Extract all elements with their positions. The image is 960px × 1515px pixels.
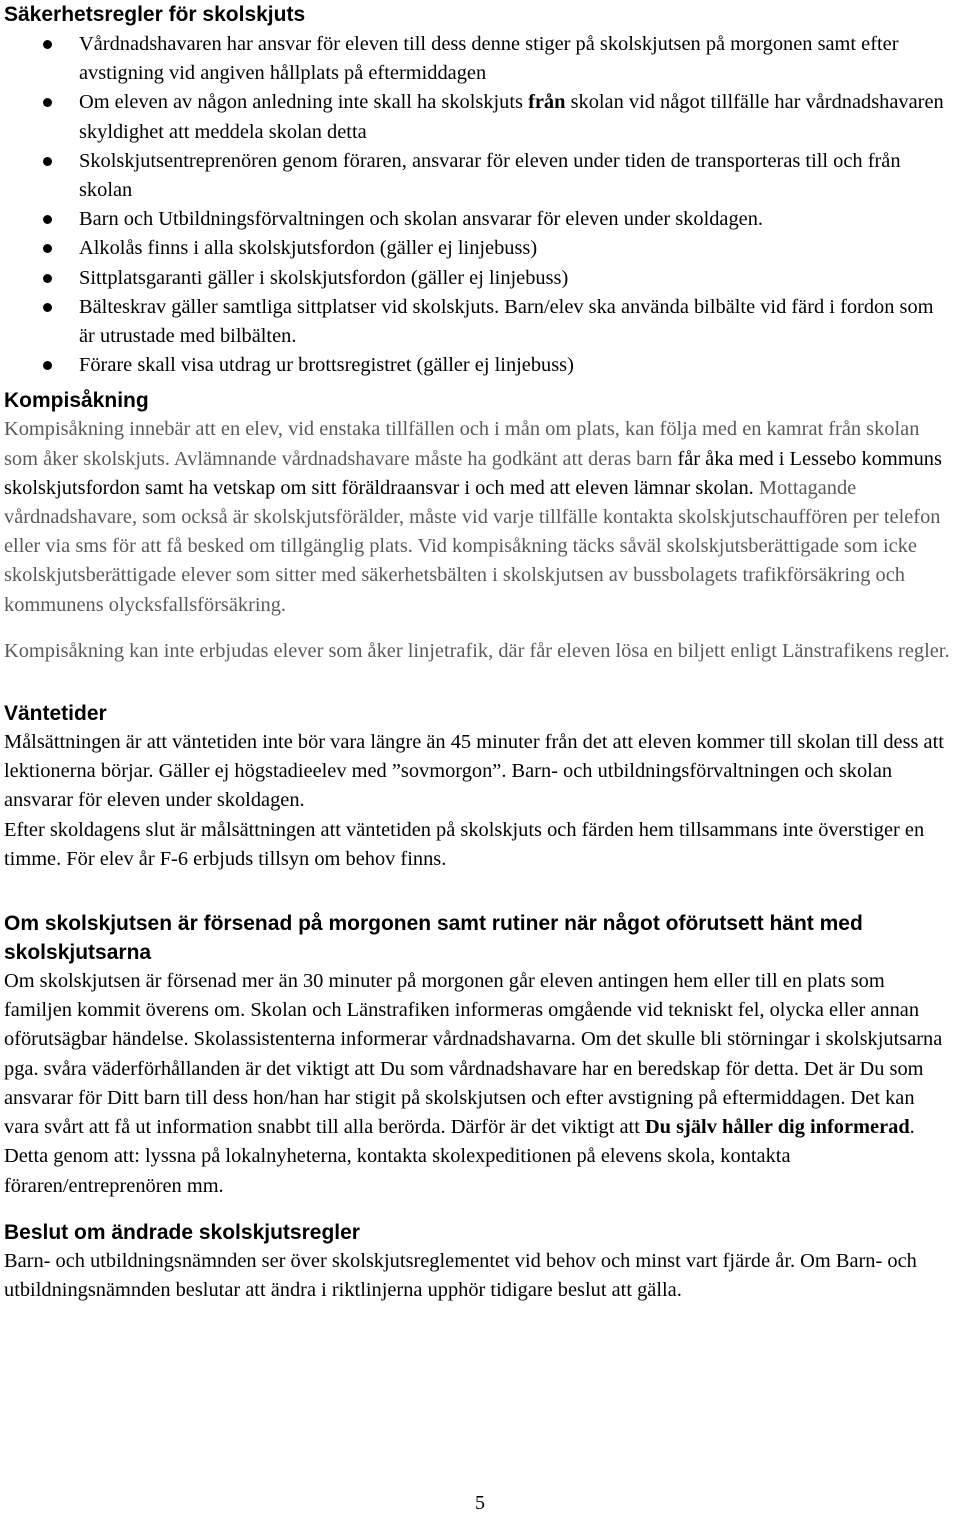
delay-paragraph: Om skolskjutsen är försenad mer än 30 minuter på morgonen går eleven antingen hem eller till en plats som familjen kommit överens om. Skolan och Länstrafiken informeras omgående vid tekniskt fel, olycka eller annan oförutsägbar händelse. Skolassistenterna informerar vårdnadshavarna. Om det skulle bli störningar i skolskjutsarna pga. svåra väderförhållanden är det viktigt att Du som vårdnadshavare har en beredskap för detta. Det är Du som ansvarar för Ditt barn till dess hon/han har stigit på skolskjutsen och efter avstigning på eftermiddagen. Det kan vara svårt att få ut information snabbt till alla berörda. Därför är det viktigt att Du själv håller dig informerad. Detta genom att: lyssna på lokalnyheterna, kontakta skolexpeditionen på elevens skola, kontakta föraren/entreprenören mm. xyxy=(4,970,943,1197)
heading-delays: Om skolskjutsen är försenad på morgonen samt rutiner när något oförutsett hänt med skolskjutsarna xyxy=(4,912,863,965)
bullet-icon xyxy=(43,274,52,283)
page-number: 5 xyxy=(475,1492,485,1514)
list-item: Om eleven av någon anledning inte skall ha skolskjuts från skolan vid något tillfälle har vårdnadshavaren skyldighet att meddela skolan detta xyxy=(4,88,954,146)
rule-changes-paragraph: Barn- och utbildningsnämnden ser över skolskjutsreglementet vid behov och minst vart fjärde år. Om Barn- och utbildningsnämnden beslutar att ändra i riktlinjerna upphör tidigare beslut att gälla. xyxy=(4,1249,917,1301)
list-item: Bälteskrav gäller samtliga sittplatser vid skolskjuts. Barn/elev ska använda bilbälte vid färd i fordon som är utrustade med bilbälten. xyxy=(4,293,954,351)
heading-carpool: Kompisåkning xyxy=(4,389,149,413)
bullet-icon xyxy=(43,40,52,49)
list-item: Alkolås finns i alla skolskjutsfordon (gäller ej linjebuss) xyxy=(4,234,954,263)
waiting-paragraph-after-school: Efter skoldagens slut är målsättningen att väntetiden på skolskjuts och färden hem tillsammans inte överstiger en timme. För elev år F-6 erbjuds tillsyn om behov finns. xyxy=(4,818,925,870)
list-item: Skolskjutsentreprenören genom föraren, ansvarar för eleven under tiden de transporteras till och från skolan xyxy=(4,147,954,205)
bullet-icon xyxy=(43,215,52,224)
waiting-paragraph: Målsättningen är att väntetiden inte bör vara längre än 45 minuter från det att eleven kommer till skolan till dess att lektionerna börjar. Gäller ej högstadieelev med ”sovmorgon”. Barn- och utbildningsförvaltningen och skolan ansvarar för eleven under skoldagen. xyxy=(4,731,944,812)
list-item: Vårdnadshavaren har ansvar för eleven till dess denne stiger på skolskjutsen på morgonen samt efter avstigning vid angiven hållplats på eftermiddagen xyxy=(4,30,954,88)
bullet-icon xyxy=(43,361,52,370)
heading-safety-rules: Säkerhetsregler för skolskjuts xyxy=(4,3,306,26)
list-item: Barn och Utbildningsförvaltningen och skolan ansvarar för eleven under skoldagen. xyxy=(4,205,954,234)
bullet-icon xyxy=(43,303,52,312)
list-item: Sittplatsgaranti gäller i skolskjutsfordon (gäller ej linjebuss) xyxy=(4,264,954,293)
list-item: Förare skall visa utdrag ur brottsregistret (gäller ej linjebuss) xyxy=(4,351,954,380)
carpool-note: Kompisåkning kan inte erbjudas elever som åker linjetrafik, där får eleven lösa en biljett enligt Länstrafikens regler. xyxy=(4,639,950,662)
bullet-icon xyxy=(43,244,52,253)
bullet-icon xyxy=(43,157,52,166)
safety-rules-list xyxy=(4,30,954,380)
heading-rule-changes: Beslut om ändrade skolskjutsregler xyxy=(4,1220,360,1244)
heading-waiting-times: Väntetider xyxy=(4,702,107,726)
bullet-icon xyxy=(43,98,52,107)
carpool-paragraph: Kompisåkning innebär att en elev, vid enstaka tillfällen och i mån om plats, kan följa med en kamrat från skolan som åker skolskjuts. Avlämnande vårdnadshavare måste ha godkänt att deras barn får åka med i Lessebo kommuns skolskjutsfordon samt ha vetskap om sitt föräldraansvar i och med att eleven lämnar skolan. Mottagande vårdnadshavare, som också är skolskjutsförälder, måste vid varje tillfälle kontakta skolskjutschauffören per telefon eller via sms för att få besked om tillgänglig plats. Vid kompisåkning täcks såväl skolskjutsberättigade som icke skolskjutsberättigade elever som sitter med säkerhetsbälten i skolskjutsen av bussbolagets trafikförsäkring och kommunens olycksfallsförsäkring. xyxy=(4,418,942,616)
